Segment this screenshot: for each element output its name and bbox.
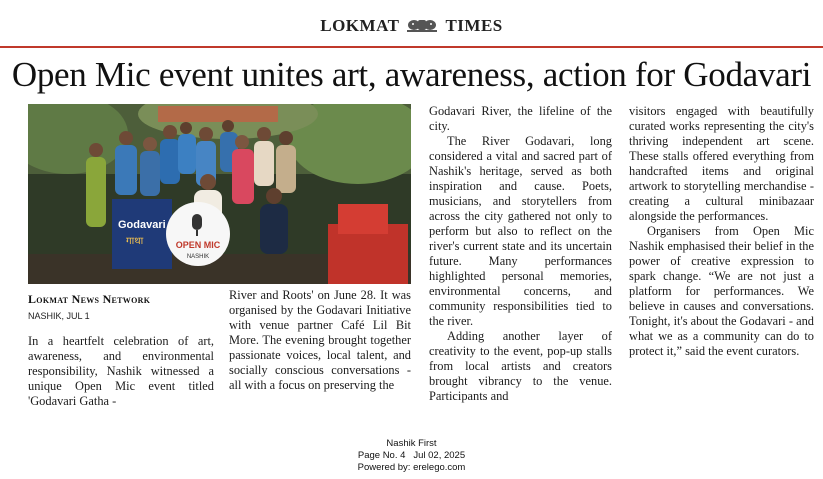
byline bbox=[28, 292, 218, 321]
event-photo bbox=[28, 104, 411, 284]
lion-emblem-icon bbox=[405, 17, 439, 38]
sign-nashik: NASHIK bbox=[186, 254, 210, 260]
footer-page-date bbox=[0, 450, 823, 462]
masthead-right: TIMES bbox=[445, 16, 503, 35]
footer-date: Jul 02, 2025 bbox=[413, 450, 466, 461]
footer-page: Page No. 4 bbox=[357, 450, 406, 461]
column-4-paragraph-2: Organisers from Open Mic Nashik emphasised their belief in the power of creative expression to spark change. “We are not just a platform for performances. We believe in causes and conversations. Tonight, it's about the Godavari - and what we as a community can do to protect it,” said the event curators. bbox=[629, 224, 814, 358]
column-3-paragraph-3: Adding another layer of creativity to the event, pop-up stalls from local artists and creators brought vibrancy to the venue. Participants and bbox=[429, 329, 612, 403]
sign-open-mic: OPEN MIC bbox=[175, 240, 221, 250]
article-column-1 bbox=[28, 334, 214, 409]
banner-title: Godavari bbox=[118, 219, 166, 231]
column-2-paragraph: River and Roots' on June 28. It was organised by the Godavari Initiative with venue partner Café Lil Bit More. The evening brought together passionate voices, local talent, and socially conscious conversations - all with a focus on preserving the bbox=[229, 288, 411, 392]
masthead bbox=[0, 8, 823, 44]
column-3-paragraph-2: The River Godavari, long considered a vital and sacred part of Nashik's heritage, served as both inspiration and cause. Poets, musicians, and storytellers from across the city gathered not only to perform but also to reflect on the river's current state and its uncertain future. Many performances highlighted personal memories, environmental concerns, and community responsibilities tied to the river. bbox=[429, 134, 612, 328]
column-1-paragraph: In a heartfelt celebration of art, awareness, and environmental responsibility, Nashik witnessed a unique Open Mic event titled 'Godavari Gatha - bbox=[28, 334, 214, 408]
article-column-3 bbox=[429, 104, 612, 404]
footer-edition: Nashik First bbox=[386, 438, 437, 449]
banner-subtitle: गाथा bbox=[126, 236, 144, 247]
article-column-4 bbox=[629, 104, 814, 359]
byline-agency: Lokmat News Network bbox=[28, 292, 151, 306]
column-4-paragraph-1: visitors engaged with beautifully curated works representing the city's thriving independent art scene. These stalls offered everything from handcrafted items and original artwork to storytelling merchandise - creating a cultural minibazaar alongside the performances. bbox=[629, 104, 814, 223]
page-footer bbox=[0, 438, 823, 474]
footer-powered-by[interactable]: Powered by: erelego.com bbox=[357, 462, 466, 473]
masthead-left: LOKMAT bbox=[320, 16, 400, 35]
byline-dateline: NASHIK, JUL 1 bbox=[28, 311, 90, 321]
column-3-paragraph-1: Godavari River, the lifeline of the city. bbox=[429, 104, 612, 133]
masthead-rule bbox=[0, 46, 823, 48]
headline: Open Mic event unites art, awareness, action for Godavari bbox=[11, 55, 812, 94]
article-column-2 bbox=[229, 288, 411, 393]
